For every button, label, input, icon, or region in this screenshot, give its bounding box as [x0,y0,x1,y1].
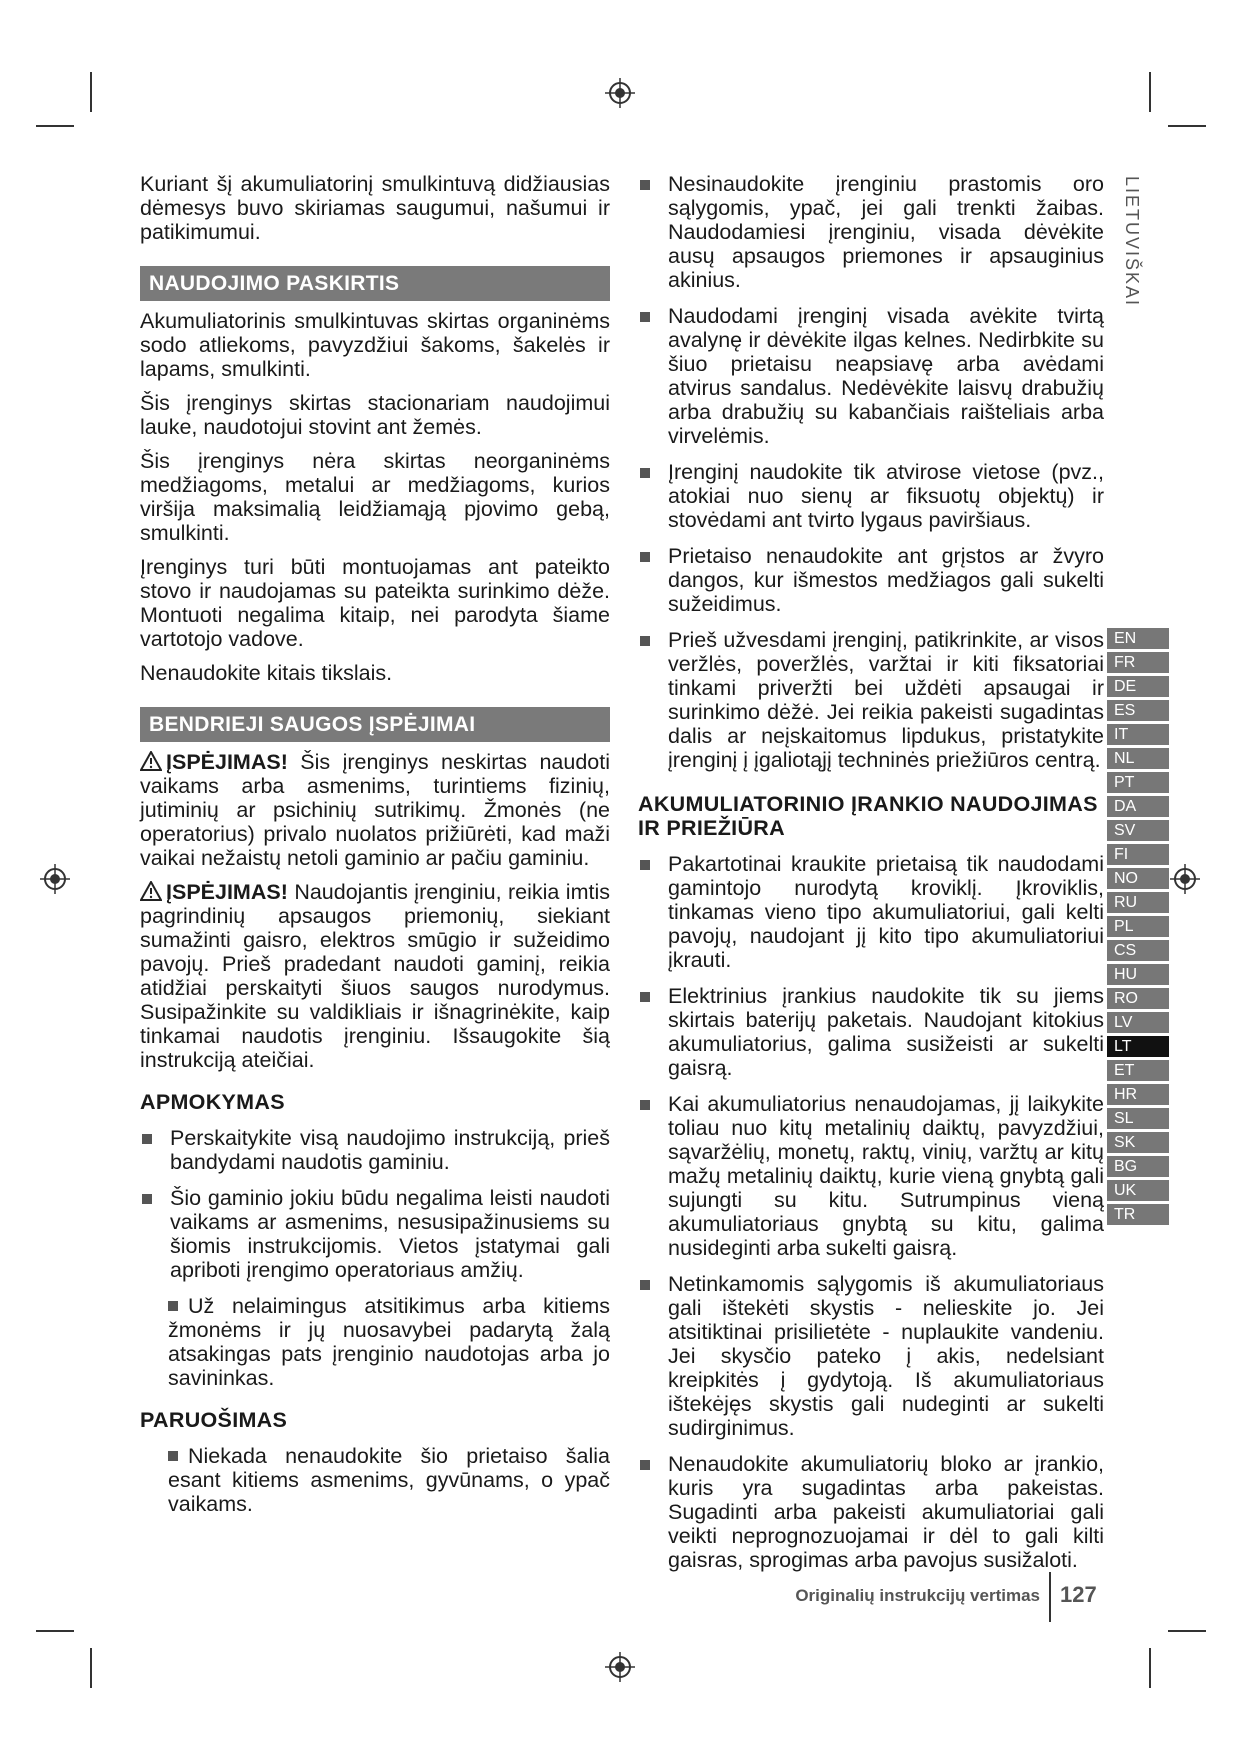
language-tab-en[interactable]: EN [1107,628,1169,649]
usage-paragraph: Įrenginys turi būti montuojamas ant pateikto stovo ir naudojamas su pateikta surinkimo dėže. Montuoti negalima kitaip, nei parodyta šiame vartotojo vadove. [140,555,610,651]
list-item: Nenaudokite akumuliatorių bloko ar įrankio, kuris yra sugadintas arba pakeistas. Sugadinti arba pakeisti akumuliatoriai gali veikti neprognozuojamai ir dėl to gali kilti gaisras, sprogimas arba pavojus susižaloti. [638,1452,1104,1572]
language-tab-sl[interactable]: SL [1107,1108,1169,1129]
crop-mark [1149,1648,1151,1688]
section-title-prep: PARUOŠIMAS [140,1408,288,1432]
indented-item [140,1444,610,1516]
section-title-training: APMOKYMAS [140,1090,285,1114]
training-list [140,1126,610,1282]
crop-mark [1149,72,1151,112]
language-tab-hu[interactable]: HU [1107,964,1169,985]
language-tab-ro[interactable]: RO [1107,988,1169,1009]
crop-mark [1168,1630,1206,1632]
warning-text: Naudojantis įrenginiu, reikia imtis pagrindinių apsaugos priemonių, siekiant sumažinti gaisro, elektros smūgio ir sužeidimo pavojų. Prieš pradedant naudoti gaminį, reikia atidžiai perskaityti šiuos saugos nurodymus. Susipažinkite su valdikliais ir išnagrinėkite, kaip tinkamai naudotis įrenginiu. Išsaugokite šią instrukciją ateičiai. [140,880,610,1072]
language-tab-tr[interactable]: TR [1107,1204,1169,1225]
language-tab-hr[interactable]: HR [1107,1084,1169,1105]
crop-mark [36,1630,74,1632]
language-tab-sv[interactable]: SV [1107,820,1169,841]
warning-paragraph [140,880,610,1072]
language-tab-pt[interactable]: PT [1107,772,1169,793]
bullet-square-icon [168,1451,178,1461]
list-item: Pakartotinai kraukite prietaisą tik naudodami gamintojo nurodytą kroviklį. Įkroviklis, tinkamas vieno tipo akumuliatoriui, gali kelti pavojų, naudojant jį kito tipo akumuliatoriui įkrauti. [638,852,1104,972]
warning-label: ĮSPĖJIMAS! [166,750,288,774]
warning-triangle-icon [140,881,162,901]
battery-list [638,852,1104,1572]
list-item: Prietaiso nenaudokite ant grįstos ar žvyro dangos, kur išmestos medžiagos gali sukelti sužeidimus. [638,544,1104,616]
indented-item [140,1294,610,1390]
language-tab-lv[interactable]: LV [1107,1012,1169,1033]
list-item: Prieš užvesdami įrenginį, patikrinkite, ar visos veržlės, poveržlės, varžtai ir kiti fiksatoriai tinkami priveržti bei uždėti apsaugai ir surinkimo dėžė. Jei reikia pakeisti sugadintas dalis ar neįskaitomus lipdukus, pristatykite įrenginį į įgaliotąjį techninės priežiūros centrą. [638,628,1104,772]
usage-paragraph: Šis įrenginys nėra skirtas neorganinėms medžiagoms, metalui ar medžiagoms, kurios viršija maksimalią leidžiamąją pjovimo gebą, smulkinti. [140,449,610,545]
indented-item-text: Niekada nenaudokite šio prietaiso šalia esant kitiems asmenims, gyvūnams, o ypač vaikams. [168,1444,610,1516]
language-tab-fi[interactable]: FI [1107,844,1169,865]
language-tab-fr[interactable]: FR [1107,652,1169,673]
language-tab-ru[interactable]: RU [1107,892,1169,913]
warning-paragraph [140,750,610,870]
language-tab-de[interactable]: DE [1107,676,1169,697]
section-title-usage: NAUDOJIMO PASKIRTIS [140,266,610,301]
language-tab-sk[interactable]: SK [1107,1132,1169,1153]
warning-triangle-icon [140,751,162,771]
language-tab-nl[interactable]: NL [1107,748,1169,769]
registration-mark-icon [605,1652,635,1682]
language-tab-it[interactable]: IT [1107,724,1169,745]
intro-paragraph: Kuriant šį akumuliatorinį smulkintuvą didžiausias dėmesys buvo skiriamas saugumui, našumui ir patikimumui. [140,172,610,244]
language-tab-et[interactable]: ET [1107,1060,1169,1081]
language-tab-pl[interactable]: PL [1107,916,1169,937]
side-language-title: LIETUVIŠKAI [1122,176,1142,308]
usage-paragraph: Akumuliatorinis smulkintuvas skirtas organinėms sodo atliekoms, pavyzdžiui šakoms, šakelės ir lapams, smulkinti. [140,309,610,381]
language-tab-cs[interactable]: CS [1107,940,1169,961]
crop-mark [1168,125,1206,127]
crop-mark [90,1648,92,1688]
crop-mark [90,72,92,112]
language-tab-da[interactable]: DA [1107,796,1169,817]
language-tab-es[interactable]: ES [1107,700,1169,721]
language-tab-bg[interactable]: BG [1107,1156,1169,1177]
warning-text: Šis įrenginys neskirtas naudoti vaikams arba asmenims, turintiems fizinių, jutiminių ar psichinių sutrikimų. Žmonės (ne operatorius) privalo nuolatos prižiūrėti, kad maži vaikai nežaistų netoli gaminio ar pačiu gaminiu. [140,750,610,870]
left-column [140,172,610,1528]
section-title-safety: BENDRIEJI SAUGOS ĮSPĖJIMAI [140,707,610,742]
registration-mark-icon [40,864,70,894]
crop-mark [36,125,74,127]
language-tab-lt[interactable]: LT [1107,1036,1169,1057]
list-item: Kai akumuliatorius nenaudojamas, jį laikykite toliau nuo kitų metalinių daiktų, pavyzdžiui, sąvaržėlių, monetų, raktų, vinių, varžtų ar kitų mažų metalinių daiktų, kurie vieną gnybtą gali sujungti su kitu. Sutrumpinus vieną akumuliatoriaus gnybtą su kitu, galima nusideginti arba sukelti gaisrą. [638,1092,1104,1260]
list-item: Šio gaminio jokiu būdu negalima leisti naudoti vaikams ar asmenims, nesusipažinusiems su šiomis instrukcijomis. Vietos įstatymai gali apriboti įrengimo operatoriaus amžių. [140,1186,610,1282]
warning-label: ĮSPĖJIMAS! [166,880,288,904]
section-title-battery: AKUMULIATORINIO ĮRANKIO NAUDOJIMAS IR PRIEŽIŪRA [638,792,1098,840]
registration-mark-icon [1170,864,1200,894]
language-tabs [1107,628,1169,1228]
usage-paragraph: Nenaudokite kitais tikslais. [140,661,393,685]
registration-mark-icon [605,78,635,108]
safety-list [638,172,1104,772]
list-item: Įrenginį naudokite tik atvirose vietose (pvz., atokiai nuo sienų ar fiksuotų objektų) ir stovėdami ant tvirto lygaus paviršiaus. [638,460,1104,532]
language-tab-uk[interactable]: UK [1107,1180,1169,1201]
indented-item-text: Už nelaimingus atsitikimus arba kitiems žmonėms ir jų nuosavybei padarytą žalą atsakingas pats įrenginio naudotojas arba jo savininkas. [168,1294,610,1390]
list-item: Netinkamomis sąlygomis iš akumuliatoriaus gali ištekėti skystis - nelieskite jo. Jei atsitiktinai prisilietėte - nuplaukite vandeniu. Jei skysčio pateko į akis, nedelsiant kreipkitės į gydytoją. Iš akumuliatoriaus ištekėjęs skystis gali nudeginti ar sukelti sudirginimus. [638,1272,1104,1440]
page-number: 127 [1060,1582,1097,1607]
bullet-square-icon [168,1301,178,1311]
list-item: Nesinaudokite įrenginiu prastomis oro sąlygomis, ypač, jei gali trenkti žaibas. Naudodamiesi įrenginiu, visada dėvėkite ausų apsaugos priemones ir apsauginius akinius. [638,172,1104,292]
list-item: Perskaitykite visą naudojimo instrukciją, prieš bandydami naudotis gaminiu. [140,1126,610,1174]
list-item: Naudodami įrenginį visada avėkite tvirtą avalynę ir dėvėkite ilgas kelnes. Nedirbkite su šiuo prietaisu neapsiavę arba avėdami atvirus sandalus. Nedėvėkite laisvų drabužių arba drabužių su kabančiais raišteliais arba virvelėmis. [638,304,1104,448]
usage-paragraph: Šis įrenginys skirtas stacionariam naudojimui lauke, naudotojui stovint ant žemės. [140,391,610,439]
footer-note: Originalių instrukcijų vertimas [795,1586,1040,1605]
footer-divider [1049,1572,1051,1622]
right-column [638,172,1104,1584]
list-item: Elektrinius įrankius naudokite tik su jiems skirtais baterijų paketais. Naudojant kitokius akumuliatorius, galima susižeisti ar sukelti gaisrą. [638,984,1104,1080]
language-tab-no[interactable]: NO [1107,868,1169,889]
